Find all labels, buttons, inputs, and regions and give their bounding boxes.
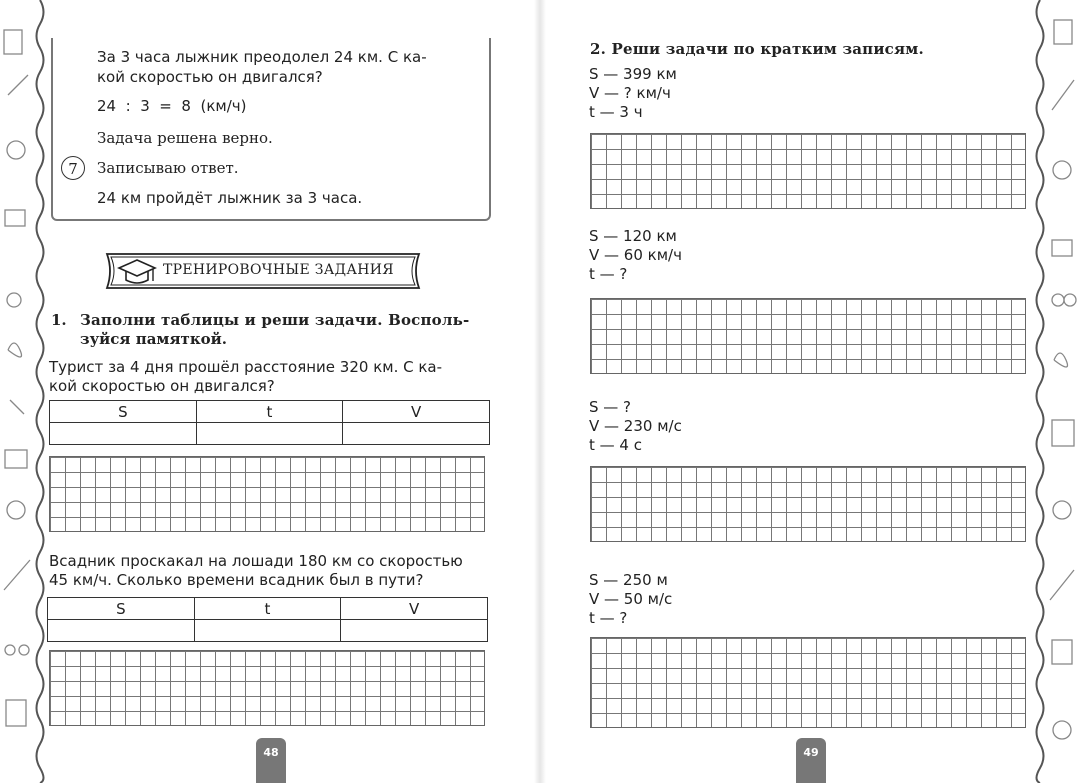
record-s: S — 399 км — [589, 65, 677, 83]
task1-line2: зуйся памяткой. — [80, 330, 228, 348]
record-s: S — 120 км — [589, 227, 677, 245]
stv-table-b — [47, 597, 488, 642]
problem-b-line1: Всадник проскакал на лошади 180 км со скоростью — [49, 552, 463, 570]
stv-table-a — [49, 400, 490, 445]
short-record-4 — [589, 571, 672, 628]
table-header-v: V — [341, 598, 488, 620]
task1-number: 1. — [51, 311, 67, 329]
wavy-border — [0, 0, 46, 783]
pencil-icon — [8, 75, 28, 95]
answer-grid-a[interactable] — [49, 456, 485, 532]
memo-solution: 24 : 3 = 8 (км/ч) — [97, 97, 247, 115]
pushpin-icon — [10, 400, 24, 414]
table-header-t: t — [194, 598, 341, 620]
short-record-1 — [589, 65, 677, 122]
task1-line1: Заполни таблицы и реши задачи. Восполь- — [80, 311, 470, 329]
table-header-t: t — [196, 401, 343, 423]
table-cell-v[interactable] — [343, 423, 490, 445]
short-record-3 — [589, 398, 682, 455]
record-s: S — ? — [589, 398, 632, 416]
record-v: V — 50 м/с — [589, 590, 673, 608]
answer-grid-4[interactable] — [590, 637, 1026, 728]
record-v: V — 60 км/ч — [589, 246, 682, 264]
memo-verified: Задача решена верно. — [97, 129, 273, 147]
table-cell-t[interactable] — [194, 620, 341, 642]
page-number-right: 49 — [796, 738, 826, 783]
record-s: S — 250 м — [589, 571, 668, 589]
problem-a-line2: кой скоростью он двигался? — [49, 377, 275, 395]
answer-grid-2[interactable] — [590, 298, 1026, 374]
memo-problem-line1: За 3 часа лыжник преодолел 24 км. С ка- — [97, 48, 427, 66]
graduation-cap-icon — [117, 257, 157, 287]
record-v: V — 230 м/с — [589, 417, 682, 435]
step-number-badge: 7 — [61, 156, 85, 180]
book-gutter — [534, 0, 546, 783]
table-cell-s[interactable] — [48, 620, 195, 642]
record-t: t — 4 с — [589, 436, 642, 454]
short-record-2 — [589, 227, 682, 284]
glasses-icon — [5, 645, 15, 655]
answer-grid-1[interactable] — [590, 133, 1026, 209]
problem-a-line1: Турист за 4 дня прошёл расстояние 320 км. С ка- — [49, 358, 443, 376]
section-banner — [103, 251, 423, 291]
alarm-clock-icon — [7, 141, 25, 159]
problem-b-line2: 45 км/ч. Сколько времени всадник был в пути? — [49, 571, 424, 589]
table-header-s: S — [50, 401, 197, 423]
table-cell-s[interactable] — [50, 423, 197, 445]
table-cell-t[interactable] — [196, 423, 343, 445]
memo-step-text: Записываю ответ. — [97, 159, 239, 177]
memo-answer: 24 км пройдёт лыжник за 3 часа. — [97, 189, 363, 207]
table-cell-v[interactable] — [341, 620, 488, 642]
banner-title: ТРЕНИРОВОЧНЫЕ ЗАДАНИЯ — [163, 262, 394, 278]
table-header-v: V — [343, 401, 490, 423]
left-decor-strip — [0, 0, 46, 783]
answer-grid-b[interactable] — [49, 650, 485, 726]
memo-problem-line2: кой скоростью он двигался? — [97, 68, 323, 86]
record-t: t — ? — [589, 265, 628, 283]
record-v: V — ? км/ч — [589, 84, 671, 102]
wavy-border — [1034, 0, 1080, 783]
record-t: t — ? — [589, 609, 628, 627]
paperclip-icon — [8, 343, 22, 357]
page-number-left: 48 — [256, 738, 286, 783]
ruler-icon — [6, 700, 26, 726]
right-decor-strip — [1034, 0, 1080, 783]
task2-heading: 2. Реши задачи по кратким записям. — [590, 40, 924, 58]
answer-grid-3[interactable] — [590, 466, 1026, 542]
notebook-icon — [4, 30, 22, 54]
record-t: t — 3 ч — [589, 103, 643, 121]
table-header-s: S — [48, 598, 195, 620]
